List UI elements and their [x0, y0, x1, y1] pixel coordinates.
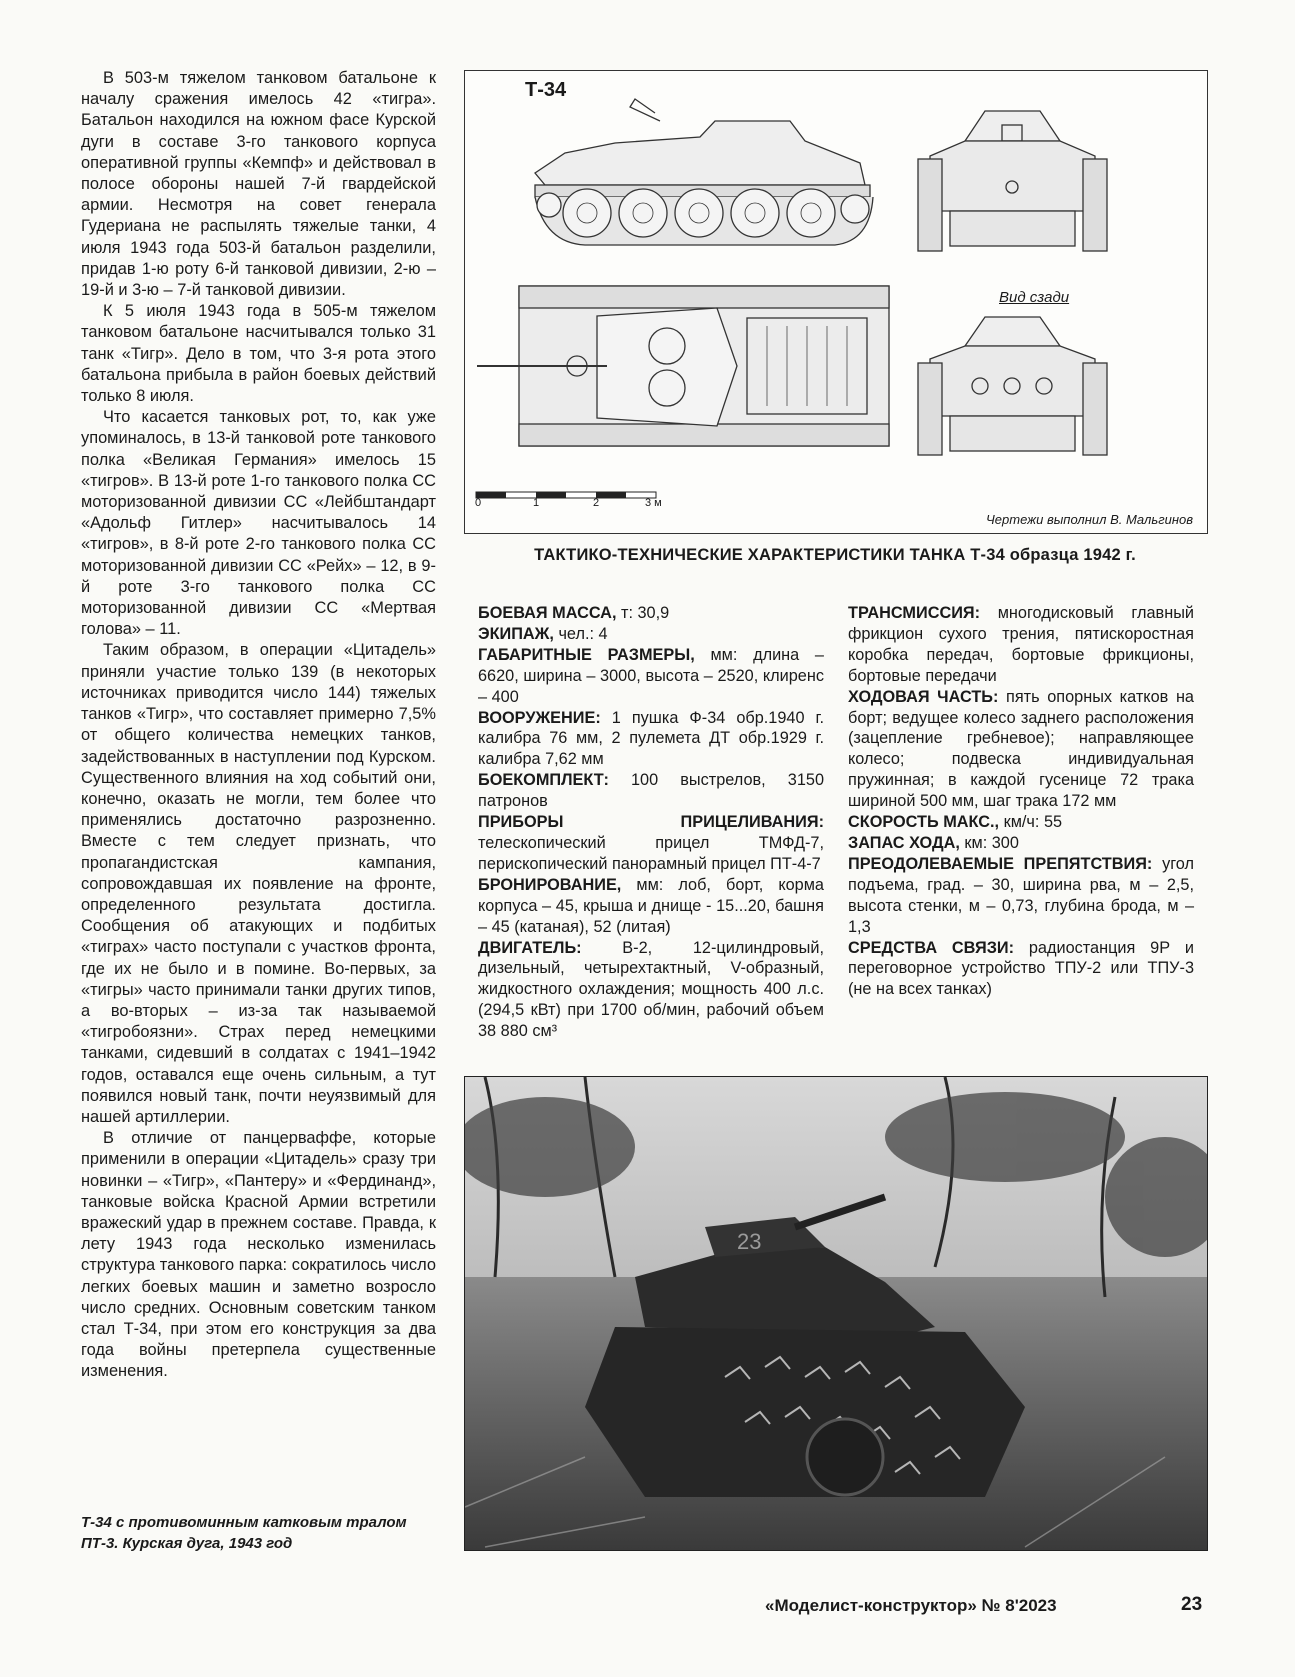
- scale-label: 1: [533, 497, 540, 509]
- spec-item: [478, 645, 824, 708]
- tank-side-view-drawing: [505, 93, 885, 258]
- drawing-title: Т-34: [525, 79, 567, 101]
- scale-label: 2: [593, 497, 600, 509]
- spec-label: СКОРОСТЬ МАКС.,: [848, 813, 1000, 832]
- spec-item: [478, 812, 824, 875]
- spec-label: ПРЕОДОЛЕВАЕМЫЕ ПРЕПЯТСТВИЯ:: [848, 854, 1153, 873]
- spec-label: ТРАНСМИССИЯ:: [848, 604, 981, 622]
- page-number: 23: [1181, 1594, 1203, 1615]
- spec-label: БОЕКОМПЛЕКТ:: [478, 771, 609, 790]
- tank-photo-illustration: [465, 1077, 1207, 1550]
- spec-item: [478, 603, 824, 624]
- spec-label: БОЕВАЯ МАССА,: [478, 604, 617, 622]
- spec-item: [848, 812, 1194, 833]
- scale-bar: [475, 489, 665, 503]
- tank-front-view-drawing: [910, 101, 1115, 256]
- spec-item: [478, 708, 824, 771]
- rear-view-label: Вид сзади: [999, 289, 1070, 306]
- tank-photo: [464, 1076, 1208, 1551]
- spec-value: чел.: 4: [553, 624, 608, 643]
- spec-value: В-2, 12-цилиндровый, дизельный, четырехтактный, V-образный, жидкостного охлаждения; мощность 400 л.с. (294,5 кВт) при 1700 об/мин, рабочий объем 38 880 см³: [478, 938, 824, 1041]
- scale-label: 3 м: [645, 497, 662, 509]
- article-left-column: [81, 68, 436, 1383]
- spec-label: ВООРУЖЕНИЕ:: [478, 708, 601, 727]
- spec-value: телескопический прицел ТМФД-7, перископический панорамный прицел ПТ-4-7: [478, 833, 824, 873]
- spec-label: СРЕДСТВА СВЯЗИ:: [848, 938, 1015, 957]
- spec-label: ЭКИПАЖ,: [478, 624, 554, 643]
- turret-number: 23: [737, 1229, 762, 1254]
- tank-top-view-drawing: [477, 276, 897, 454]
- spec-label: ХОДОВАЯ ЧАСТЬ:: [848, 687, 999, 706]
- spec-item: [478, 875, 824, 938]
- spec-item: [848, 603, 1194, 687]
- spec-value: мм: лоб, борт, корма корпуса – 45, крыша и днище - 15...20, башня – 45 (катаная), 52 (литая): [478, 875, 824, 936]
- article-paragraph: В отличие от панцерваффе, которые применили в операции «Цитадель» сразу три новинки – «Тигр», «Пантеру» и «Фердинанд», танковые войска Красной Армии встретили вражеский удар в прежнем составе. Правда, к лету 1943 года несколько изменилась структура танкового парка: сократилось число легких боевых машин и заметно возросло число средних. Основным советским танком стал Т-34, при этом его конструкция за два года войны претерпела существенные изменения.: [81, 1129, 436, 1381]
- specs-title: ТАКТИКО-ТЕХНИЧЕСКИЕ ХАРАКТЕРИСТИКИ ТАНКА Т-34 образца 1942 г.: [534, 546, 1136, 564]
- spec-item: [848, 833, 1194, 854]
- spec-value: 1 пушка Ф-34 обр.1940 г. калибра 76 мм, 2 пулемета ДТ обр.1929 г. калибра 7,62 мм: [478, 708, 824, 769]
- spec-item: [848, 687, 1194, 812]
- spec-item: [478, 938, 824, 1043]
- photo-caption: Т-34 с противоминным катковым тралом ПТ-3. Курская дуга, 1943 год: [81, 1514, 407, 1552]
- spec-value: угол подъема, град. – 30, ширина рва, м – 2,5, высота стенки, м – 0,73, глубина брода, м – 1,3: [848, 854, 1194, 936]
- spec-value: пять опорных катков на борт; ведущее колесо заднего расположения (зацепление гребневое); направляющее колесо; подвеска индивидуальная пружинная; в каждой гусенице 72 трака шириной 500 мм, шаг трака 172 мм: [848, 687, 1194, 811]
- spec-label: ГАБАРИТНЫЕ РАЗМЕРЫ,: [478, 645, 695, 664]
- magazine-footer: «Моделист-конструктор» № 8'2023: [765, 1596, 1057, 1615]
- article-paragraph: К 5 июля 1943 года в 505-м тяжелом танковом батальоне насчитывался только 31 танк «Тигр». Дело в том, что 3-я рота этого батальона прибыла в район боевых действий только 8 июля.: [81, 302, 436, 406]
- spec-label: ПРИБОРЫ ПРИЦЕЛИВАНИЯ:: [478, 813, 824, 832]
- spec-label: ДВИГАТЕЛЬ:: [478, 938, 582, 957]
- spec-value: км/ч: 55: [999, 813, 1063, 832]
- spec-item: [848, 938, 1194, 1001]
- article-paragraph: Что касается танковых рот, то, как уже упоминалось, в 13-й танковой роте танкового полка «Великая Германия» имелось 15 «тигров». В 13-й роте 1-го танкового полка СС моторизованной дивизии СС «Лейбштандарт «Адольф Гитлер» насчитывалось 14 «тигров», в 8-й роте 2-го танкового полка СС моторизованной дивизии СС «Рейх» – 12, в 9-й роте 3-го танкового полка СС моторизованной дивизии СС «Мертвая голова» – 11.: [81, 408, 436, 639]
- spec-value: км: 300: [959, 833, 1019, 852]
- article-paragraph: Таким образом, в операции «Цитадель» приняли участие только 139 (в некоторых источниках приводится число 144) тяжелых танков «Тигр», что составляет примерно 7,5% от общего количества немецких танков, задействованных в наступлении под Курском. Существенного влияния на ход событий они, конечно, оказать не могли, тем более что применялись достаточно разрозненно. Вместе с тем следует признать, что пропагандистская кампания, сопровождавшая их появление на фронте, определенного результата достигла. Сообщения об атакующих и подбитых «тиграх» часто поступали с участков фронта, где их не было и в помине. Во-первых, за «тигры» часто принимали танки других типов, а во-вторых – из-за так называемой «тигробоязни». Страх перед немецкими танками, сидевший в солдатах с 1941–1942 годов, оставался еще очень сильным, а тут появился новый танк, почти неуязвимый для нашей артиллерии.: [81, 641, 436, 1126]
- spec-item: [478, 624, 824, 645]
- tank-rear-view-drawing: [910, 311, 1115, 461]
- drawing-credit: Чертежи выполнил В. Мальгинов: [986, 512, 1193, 527]
- specs-right-column: [848, 603, 1194, 1000]
- spec-value: мм: длина – 6620, ширина – 3000, высота – 2520, клиренс – 400: [478, 645, 824, 706]
- spec-label: ЗАПАС ХОДА,: [848, 833, 960, 852]
- spec-item: [478, 770, 824, 812]
- spec-value: радиостанция 9Р и переговорное устройство ТПУ-2 или ТПУ-3 (не на всех танках): [848, 938, 1194, 999]
- spec-value: 100 выстрелов, 3150 патронов: [478, 771, 824, 811]
- tank-drawings-panel: [464, 70, 1208, 534]
- spec-label: БРОНИРОВАНИЕ,: [478, 875, 622, 894]
- specs-left-column: [478, 603, 824, 1042]
- scale-label: 0: [475, 497, 482, 509]
- spec-value: многодисковый главный фрикцион сухого трения, пятискоростная коробка передач, бортовые фрикционы, бортовые передачи: [848, 604, 1194, 685]
- spec-value: т: 30,9: [616, 604, 670, 622]
- spec-item: [848, 854, 1194, 938]
- article-paragraph: В 503-м тяжелом танковом батальоне к началу сражения имелось 42 «тигра». Батальон находился на южном фасе Курской дуги в составе 3-го танкового корпуса оперативной группы «Кемпф» и действовал в полосе обороны нашей 7-й гвардейской армии. Несмотря на совет генерала Гудериана не распылять тяжелые танки, 4 июля 1943 года 503-й батальон разделили, придав 1-ю роту 6-й танковой дивизии, 2-ю – 19-й и 3-ю – 7-й танковой дивизии.: [81, 69, 436, 300]
